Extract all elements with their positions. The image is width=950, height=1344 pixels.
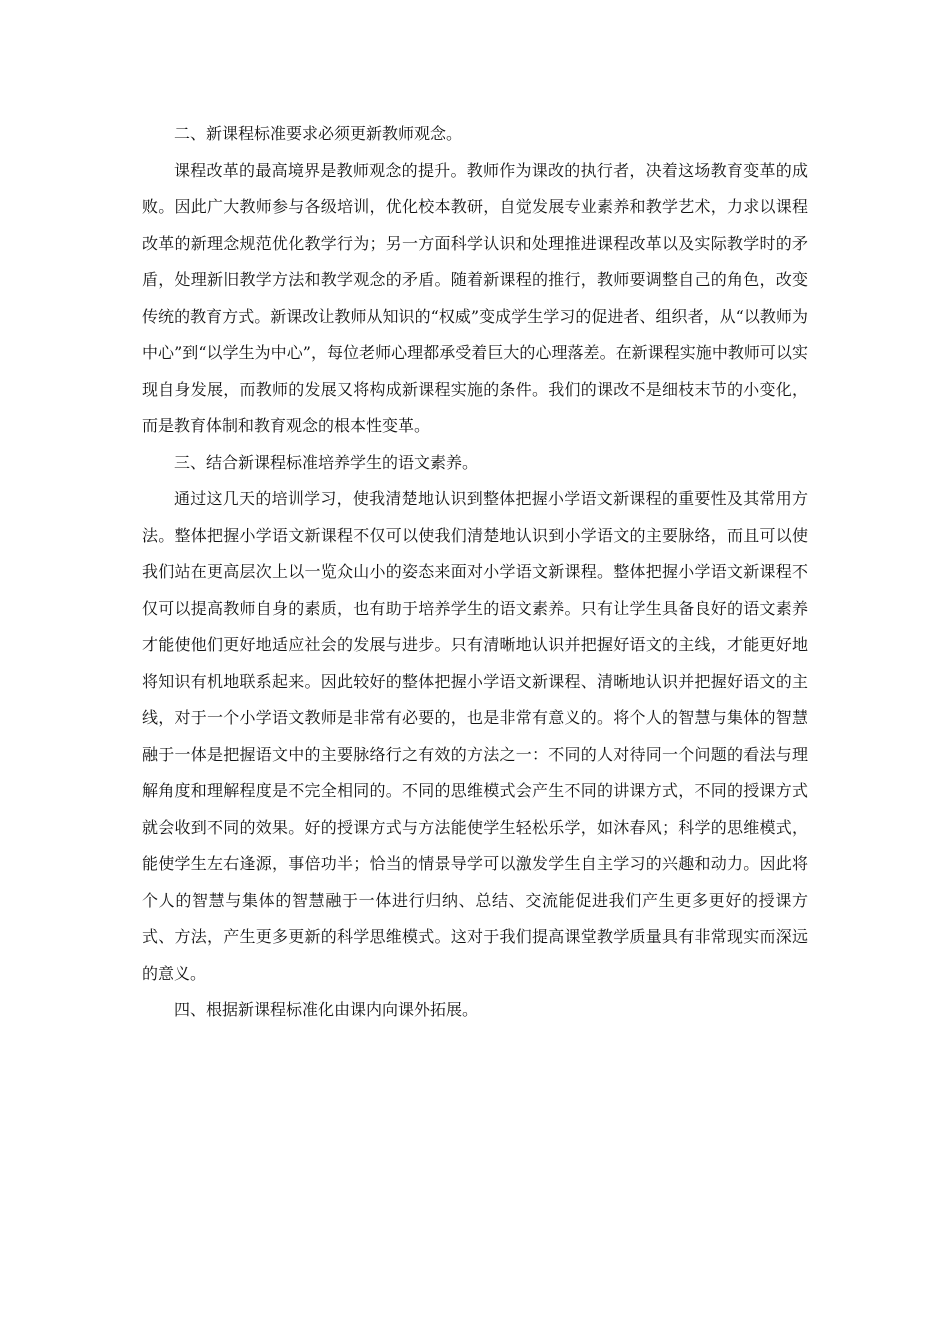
paragraph-teacher-concept: 课程改革的最高境界是教师观念的提升。教师作为课改的执行者，决着这场教育变革的成败。因此广大教师参与各级培训，优化校本教研，自觉发展专业素养和教学艺术，力求以课程改革的新理念规范优化教学行为；另一方面科学认识和处理推进课程改革以及实际教学时的矛盾，处理新旧教学方法和教学观念的矛盾。随着新课程的推行，教师要调整自己的角色，改变传统的教育方式。新课改让教师从知识的“权威”变成学生学习的促进者、组织者，从“以教师为中心”到“以学生为中心”，每位老师心理都承受着巨大的心理落差。在新课程实施中教师可以实现自身发展，而教师的发展又将构成新课程实施的条件。我们的课改不是细枝末节的小变化，而是教育体制和教育观念的根本性变革。 — [142, 160, 808, 435]
section-heading-4: 四、根据新课程标准化由课内向课外拓展。 — [174, 1000, 479, 1019]
paragraph-language-literacy: 通过这几天的培训学习，使我清楚地认识到整体把握小学语文新课程的重要性及其常用方法。整体把握小学语文新课程不仅可以使我们清楚地认识到小学语文的主要脉络，而且可以使我们站在更高层次上以一览众山小的姿态来面对小学语文新课程。整体把握小学语文新课程不仅可以提高教师自身的素质，也有助于培养学生的语文素养。只有让学生具备良好的语文素养才能使他们更好地适应社会的发展与进步。只有清晰地认识并把握好语文的主线，才能更好地将知识有机地联系起来。因此较好的整体把握小学语文新课程、清晰地认识并把握好语文的主线，对于一个小学语文教师是非常有必要的，也是非常有意义的。将个人的智慧与集体的智慧融于一体是把握语文中的主要脉络行之有效的方法之一：不同的人对待同一个问题的看法与理解角度和理解程度是不完全相同的。不同的思维模式会产生不同的讲课方式，不同的授课方式就会收到不同的效果。好的授课方式与方法能使学生轻松乐学，如沐春风；科学的思维模式，能使学生左右逢源，事倍功半；恰当的情景导学可以激发学生自主学习的兴趣和动力。因此将个人的智慧与集体的智慧融于一体进行归纳、总结、交流能促进我们产生更多更好的授课方式、方法，产生更多更新的科学思维模式。这对于我们提高课堂教学质量具有非常现实而深远的意义。 — [142, 489, 808, 983]
section-heading-3: 三、结合新课程标准培养学生的语文素养。 — [174, 452, 479, 472]
document-body — [142, 116, 808, 1029]
section-heading-2: 二、新课程标准要求必须更新教师观念。 — [174, 124, 463, 143]
